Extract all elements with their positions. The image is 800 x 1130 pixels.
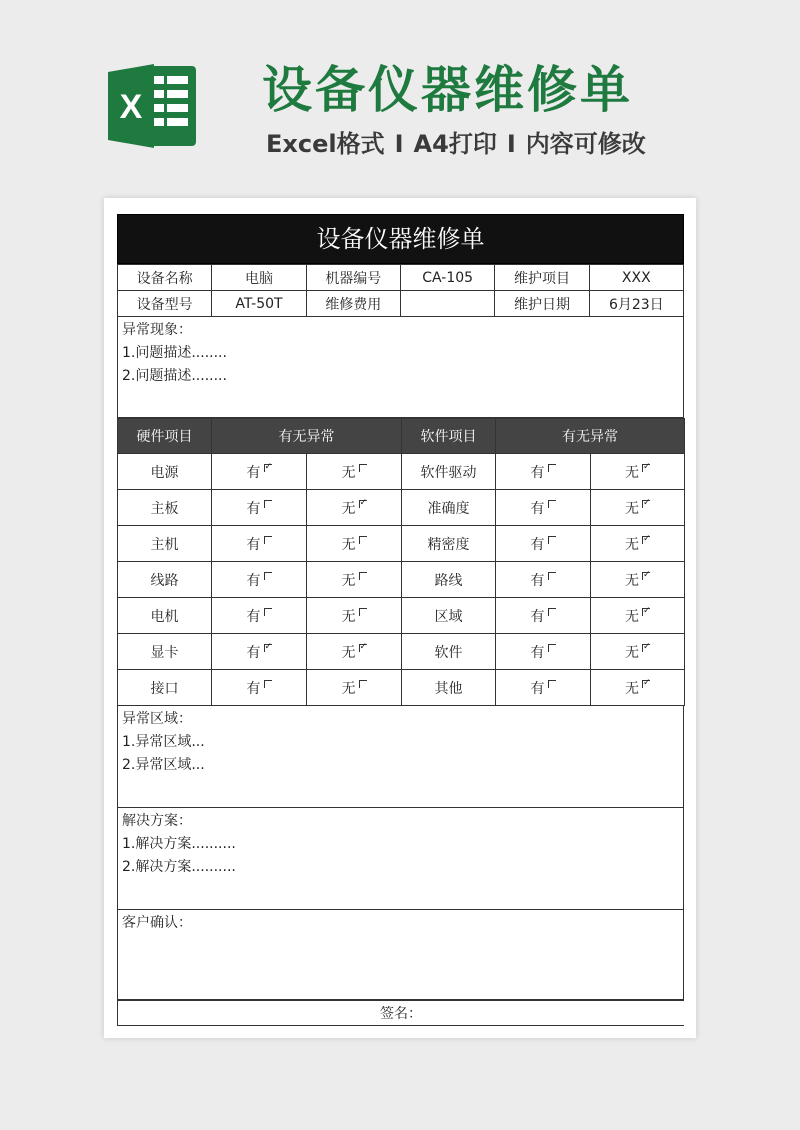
hardware-no-checkbox[interactable] [307,670,402,706]
hardware-item: 接口 [118,670,212,706]
hardware-no-checkbox[interactable] [307,454,402,490]
software-yes-checkbox[interactable] [496,598,591,634]
hardware-item: 主机 [118,526,212,562]
checkbox-icon[interactable] [359,572,367,580]
info-label: 维修费用 [306,291,400,317]
software-no-checkbox[interactable] [591,634,685,670]
hardware-item: 线路 [118,562,212,598]
checkbox-label: 有 [246,572,261,589]
subtitle-part: A4打印 [413,130,497,158]
checkbox-icon[interactable] [548,464,556,472]
info-label: 设备名称 [118,265,212,291]
checkbox-label: 有 [246,500,261,517]
software-no-checkbox[interactable] [591,670,685,706]
section-line: 2.解决方案.......... [122,859,236,875]
checked-box-icon[interactable] [359,500,367,508]
checked-box-icon[interactable] [264,464,272,472]
checkbox-label: 有 [246,464,261,481]
checkbox-icon[interactable] [264,500,272,508]
info-value [400,291,494,317]
checkbox-icon[interactable] [264,680,272,688]
customer-confirm-section [117,910,684,1000]
checkbox-label: 无 [625,572,639,589]
checkbox-icon[interactable] [359,680,367,688]
header-abnormal: 有无异常 [496,419,685,454]
section-line: 1.异常区域... [122,734,205,750]
subtitle-part: 内容可修改 [525,130,646,158]
subtitle-separator: I [506,130,516,158]
checkbox-label: 有 [530,572,545,589]
section-label: 异常区域： [122,711,192,727]
checkbox-label: 有 [530,644,545,661]
checkbox-icon[interactable] [548,536,556,544]
header-abnormal: 有无异常 [212,419,402,454]
software-item: 精密度 [402,526,496,562]
checked-box-icon[interactable] [359,644,367,652]
info-label: 机器编号 [306,265,400,291]
checkbox-label: 有 [246,644,261,661]
checked-box-icon[interactable] [642,608,650,616]
software-no-checkbox[interactable] [591,598,685,634]
hardware-no-checkbox[interactable] [307,526,402,562]
checkbox-label: 无 [625,608,639,625]
software-item: 准确度 [402,490,496,526]
hardware-no-checkbox[interactable] [307,490,402,526]
checkbox-label: 无 [341,536,356,553]
banner-title: 设备仪器维修单 [262,61,633,119]
subtitle-part: Excel格式 [266,130,385,158]
info-row [118,291,684,317]
software-no-checkbox[interactable] [591,454,685,490]
hardware-item: 电源 [118,454,212,490]
section-line: 1.解决方案.......... [122,836,236,852]
info-value: CA-105 [400,265,494,291]
subtitle-separator: I [394,130,404,158]
checkbox-label: 有 [246,536,261,553]
checked-box-icon[interactable] [642,644,650,652]
software-yes-checkbox[interactable] [496,454,591,490]
info-value: XXX [589,265,683,291]
repair-form [117,214,684,1026]
hardware-yes-checkbox[interactable] [212,526,307,562]
hardware-item: 显卡 [118,634,212,670]
info-table [117,264,684,317]
hardware-item: 电机 [118,598,212,634]
software-no-checkbox[interactable] [591,526,685,562]
software-no-checkbox[interactable] [591,490,685,526]
checkbox-label: 有 [530,608,545,625]
section-line: 2.问题描述........ [122,368,227,384]
checkbox-icon[interactable] [264,608,272,616]
checkbox-icon[interactable] [359,536,367,544]
checkbox-label: 无 [341,500,356,517]
software-item: 区域 [402,598,496,634]
check-row [118,454,685,490]
software-item: 其他 [402,670,496,706]
hardware-no-checkbox[interactable] [307,562,402,598]
info-value: 电脑 [212,265,306,291]
check-row [118,490,685,526]
hardware-yes-checkbox[interactable] [212,634,307,670]
check-row [118,526,685,562]
hardware-yes-checkbox[interactable] [212,454,307,490]
checkbox-label: 无 [341,608,356,625]
info-label: 维护项目 [495,265,589,291]
checked-box-icon[interactable] [642,572,650,580]
check-table [117,418,685,706]
section-label: 异常现象： [122,322,192,338]
checked-box-icon[interactable] [642,500,650,508]
hardware-yes-checkbox[interactable] [212,598,307,634]
checkbox-label: 有 [530,464,545,481]
checkbox-icon[interactable] [548,680,556,688]
checkbox-label: 无 [625,464,639,481]
checkbox-label: 无 [625,536,639,553]
checked-box-icon[interactable] [264,644,272,652]
hardware-item: 主板 [118,490,212,526]
software-yes-checkbox[interactable] [496,562,591,598]
header-software: 软件项目 [402,419,496,454]
checkbox-label: 有 [530,536,545,553]
section-label: 客户确认： [122,915,192,931]
hardware-no-checkbox[interactable] [307,634,402,670]
checkbox-icon[interactable] [264,572,272,580]
checkbox-label: 无 [341,680,356,697]
section-line: 2.异常区域... [122,757,205,773]
checkbox-icon[interactable] [548,608,556,616]
form-paper [104,198,696,1038]
abnormal-area-section [117,706,684,808]
checkbox-label: 有 [530,680,545,697]
hardware-yes-checkbox[interactable] [212,562,307,598]
checkbox-icon[interactable] [359,464,367,472]
hardware-yes-checkbox[interactable] [212,670,307,706]
software-item: 路线 [402,562,496,598]
checkbox-label: 无 [341,572,356,589]
software-item: 软件驱动 [402,454,496,490]
checkbox-label: 有 [246,680,261,697]
software-yes-checkbox[interactable] [496,670,591,706]
info-row [118,265,684,291]
banner-subtitle [266,124,646,159]
header-hardware: 硬件项目 [118,419,212,454]
info-label: 维护日期 [495,291,589,317]
check-row [118,562,685,598]
software-item: 软件 [402,634,496,670]
section-line: 1.问题描述........ [122,345,227,361]
checkbox-icon[interactable] [264,536,272,544]
signature-label: 签名： [118,1001,685,1026]
hardware-yes-checkbox[interactable] [212,490,307,526]
logo-letter: X [119,88,143,126]
checked-box-icon[interactable] [642,464,650,472]
form-title: 设备仪器维修单 [117,214,684,264]
excel-logo-icon [104,58,200,154]
info-label: 设备型号 [118,291,212,317]
software-no-checkbox[interactable] [591,562,685,598]
hardware-no-checkbox[interactable] [307,598,402,634]
info-value: 6月23日 [589,291,683,317]
checkbox-icon[interactable] [359,608,367,616]
check-row [118,670,685,706]
abnormal-phenomenon-section [117,317,684,418]
checkbox-label: 有 [530,500,545,517]
checked-box-icon[interactable] [642,536,650,544]
checkbox-icon[interactable] [548,500,556,508]
checkbox-label: 无 [625,644,639,661]
checkbox-icon[interactable] [548,572,556,580]
software-yes-checkbox[interactable] [496,526,591,562]
info-value: AT-50T [212,291,306,317]
checkbox-icon[interactable] [548,644,556,652]
solution-section [117,808,684,910]
checked-box-icon[interactable] [642,680,650,688]
checkbox-label: 无 [341,644,356,661]
checkbox-label: 有 [246,608,261,625]
checkbox-label: 无 [341,464,356,481]
section-label: 解决方案： [122,813,192,829]
check-row [118,598,685,634]
check-row [118,634,685,670]
signature-row [117,1000,684,1026]
checkbox-label: 无 [625,680,639,697]
checkbox-label: 无 [625,500,639,517]
software-yes-checkbox[interactable] [496,634,591,670]
software-yes-checkbox[interactable] [496,490,591,526]
